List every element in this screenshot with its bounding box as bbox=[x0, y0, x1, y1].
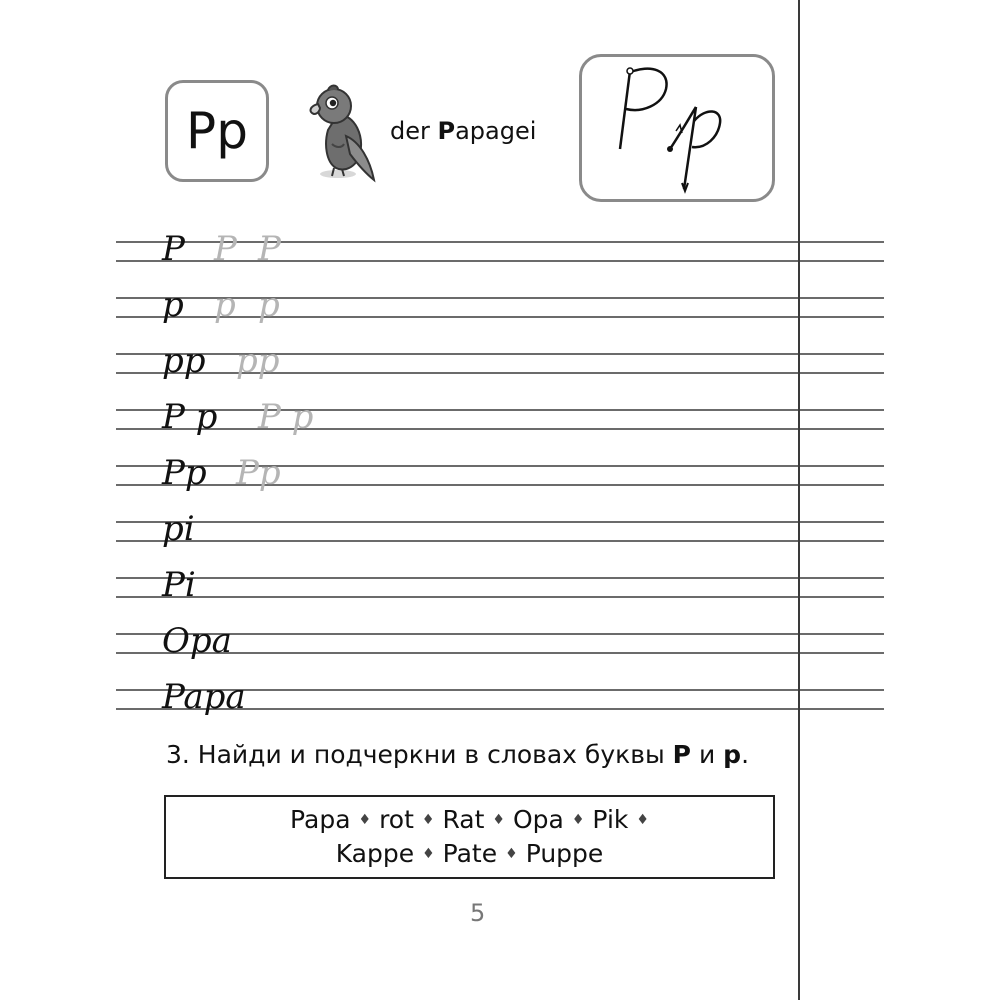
diamond-separator-icon: ♦ bbox=[421, 812, 435, 828]
word-row-2 bbox=[336, 837, 604, 871]
handwriting-sample: Pp bbox=[162, 453, 207, 493]
task-text: Найди и подчеркни в словах буквы bbox=[189, 740, 673, 769]
task-period: . bbox=[741, 740, 750, 769]
handwriting-sample: pp bbox=[162, 341, 206, 381]
task-number: 3. bbox=[166, 740, 190, 769]
word-item: Opa bbox=[512, 805, 564, 834]
diamond-separator-icon: ♦ bbox=[358, 812, 372, 828]
handwriting-sample: Pi bbox=[162, 565, 196, 605]
word-item: rot bbox=[379, 805, 414, 834]
trace-sample: p bbox=[214, 285, 236, 325]
diamond-separator-icon: ♦ bbox=[571, 812, 585, 828]
task-letter-small: p bbox=[723, 740, 742, 769]
handwriting-sample: P bbox=[162, 229, 185, 269]
word-item: Kappe bbox=[335, 839, 415, 868]
diamond-separator-icon: ♦ bbox=[636, 812, 649, 828]
trace-sample: P bbox=[258, 229, 281, 269]
task-instruction bbox=[166, 740, 749, 769]
word-item: Papa bbox=[290, 805, 351, 834]
word-article: der bbox=[390, 117, 438, 145]
word-item: Puppe bbox=[525, 839, 604, 868]
trace-sample: pp bbox=[236, 341, 280, 381]
trace-sample: P p bbox=[258, 397, 314, 437]
handwriting-sample: P p bbox=[162, 397, 218, 437]
trace-sample: p bbox=[258, 285, 280, 325]
task-letter-capital: P bbox=[672, 740, 691, 769]
page-number: 5 bbox=[470, 899, 486, 927]
letter-card-text: Pp bbox=[186, 102, 248, 160]
word-bold-letter: P bbox=[437, 117, 456, 145]
word-rest: apagei bbox=[455, 117, 537, 145]
handwriting-sample: pi bbox=[162, 509, 195, 549]
diamond-separator-icon: ♦ bbox=[505, 846, 518, 862]
word-item: Pik bbox=[592, 805, 629, 834]
handwriting-sample: p bbox=[162, 285, 184, 325]
trace-sample: P bbox=[214, 229, 237, 269]
diamond-separator-icon: ♦ bbox=[492, 812, 505, 828]
word-item: Pate bbox=[442, 839, 498, 868]
trace-sample: Pp bbox=[236, 453, 281, 493]
word-box bbox=[164, 795, 775, 879]
handwriting-sample: Papa bbox=[162, 677, 246, 717]
word-row-1 bbox=[290, 803, 649, 837]
diamond-separator-icon: ♦ bbox=[422, 846, 435, 862]
handwriting-sample: Opa bbox=[162, 621, 232, 661]
word-item: Rat bbox=[442, 805, 485, 834]
task-and: и bbox=[691, 740, 724, 769]
